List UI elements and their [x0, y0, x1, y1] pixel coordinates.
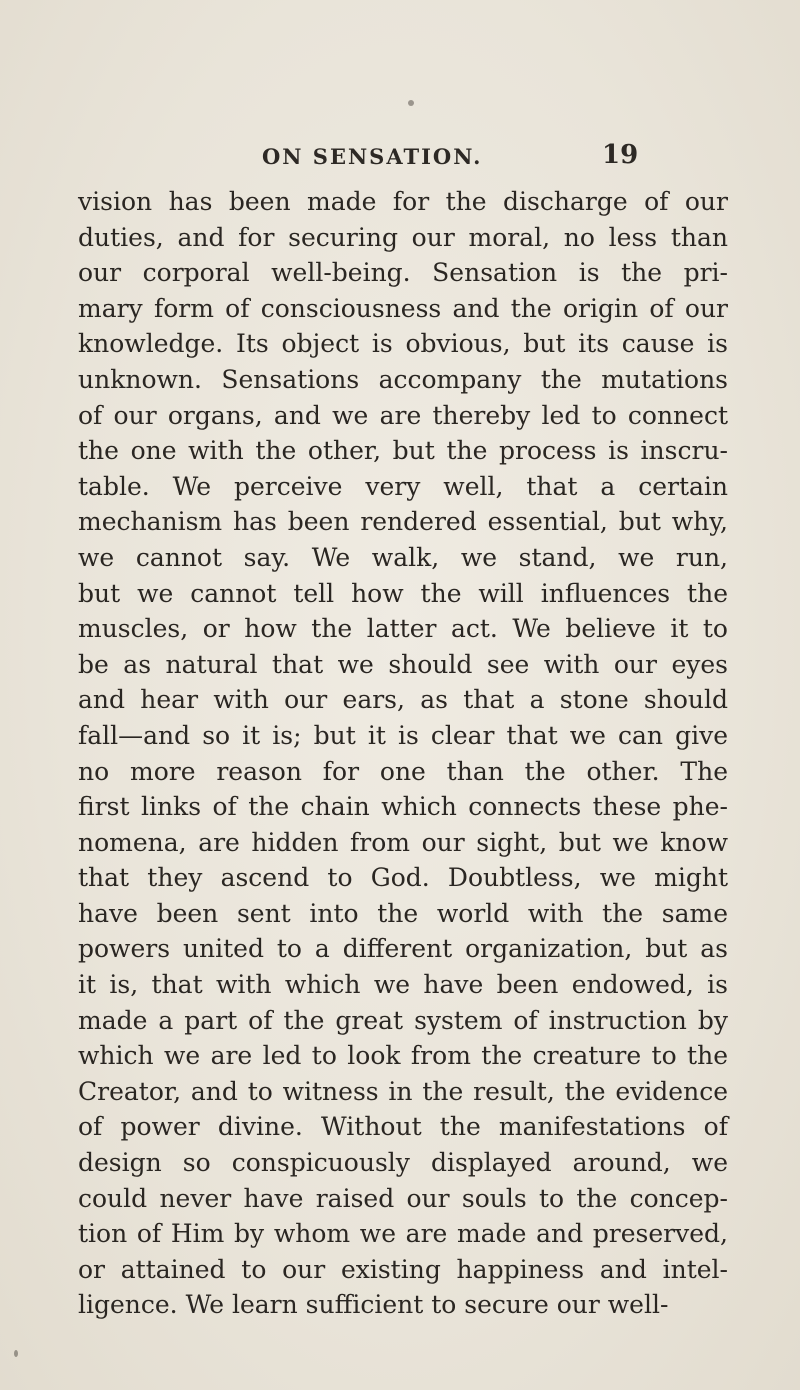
text-line: and hear with our ears, as that a stone should	[78, 685, 728, 715]
text-line: duties, and for securing our moral, no less than	[78, 222, 728, 252]
text-line: powers united to a different organization, but as	[78, 934, 728, 964]
text-line: our corporal well-being. Sensation is the pri-	[78, 258, 728, 288]
text-line: tion of Him by whom we are made and preserved,	[78, 1219, 728, 1249]
running-head: ON SENSATION.	[262, 144, 483, 169]
body-text	[78, 184, 728, 1323]
text-line: mechanism has been rendered essential, but why,	[78, 507, 728, 537]
text-line: Creator, and to witness in the result, the evidence	[78, 1076, 728, 1106]
text-line: of power divine. Without the manifestations of	[78, 1112, 728, 1142]
text-line: made a part of the great system of instruction by	[78, 1005, 728, 1035]
paper-speck	[14, 1350, 18, 1357]
text-line: mary form of consciousness and the origin of our	[78, 293, 728, 323]
text-line: knowledge. Its object is obvious, but its cause is	[78, 329, 728, 359]
text-line: could never have raised our souls to the concep-	[78, 1183, 728, 1213]
text-line: or attained to our existing happiness and intel-	[78, 1254, 728, 1284]
text-line: no more reason for one than the other. The	[78, 756, 728, 786]
text-line: first links of the chain which connects these phe-	[78, 792, 728, 822]
page-number: 19	[602, 140, 639, 170]
text-line: muscles, or how the latter act. We believe it to	[78, 614, 728, 644]
text-line: which we are led to look from the creature to the	[78, 1041, 728, 1071]
text-line: be as natural that we should see with our eyes	[78, 649, 728, 679]
text-line: of our organs, and we are thereby led to connect	[78, 400, 728, 430]
text-line: the one with the other, but the process is inscru-	[78, 436, 728, 466]
text-line: nomena, are hidden from our sight, but we know	[78, 827, 728, 857]
text-line: unknown. Sensations accompany the mutations	[78, 364, 728, 394]
text-line: ligence. We learn sufficient to secure our well-	[78, 1290, 669, 1320]
paper-speck	[408, 100, 414, 106]
text-line: that they ascend to God. Doubtless, we might	[78, 863, 728, 893]
text-line: it is, that with which we have been endowed, is	[78, 970, 728, 1000]
text-line: table. We perceive very well, that a certain	[78, 471, 728, 501]
text-line: we cannot say. We walk, we stand, we run,	[78, 542, 728, 572]
text-line: fall—and so it is; but it is clear that we can give	[78, 720, 728, 750]
text-line: design so conspicuously displayed around, we	[78, 1148, 728, 1178]
text-line: vision has been made for the discharge of our	[78, 187, 728, 216]
text-line: but we cannot tell how the will influences the	[78, 578, 728, 608]
page-header	[0, 140, 800, 174]
text-line: have been sent into the world with the same	[78, 898, 728, 928]
